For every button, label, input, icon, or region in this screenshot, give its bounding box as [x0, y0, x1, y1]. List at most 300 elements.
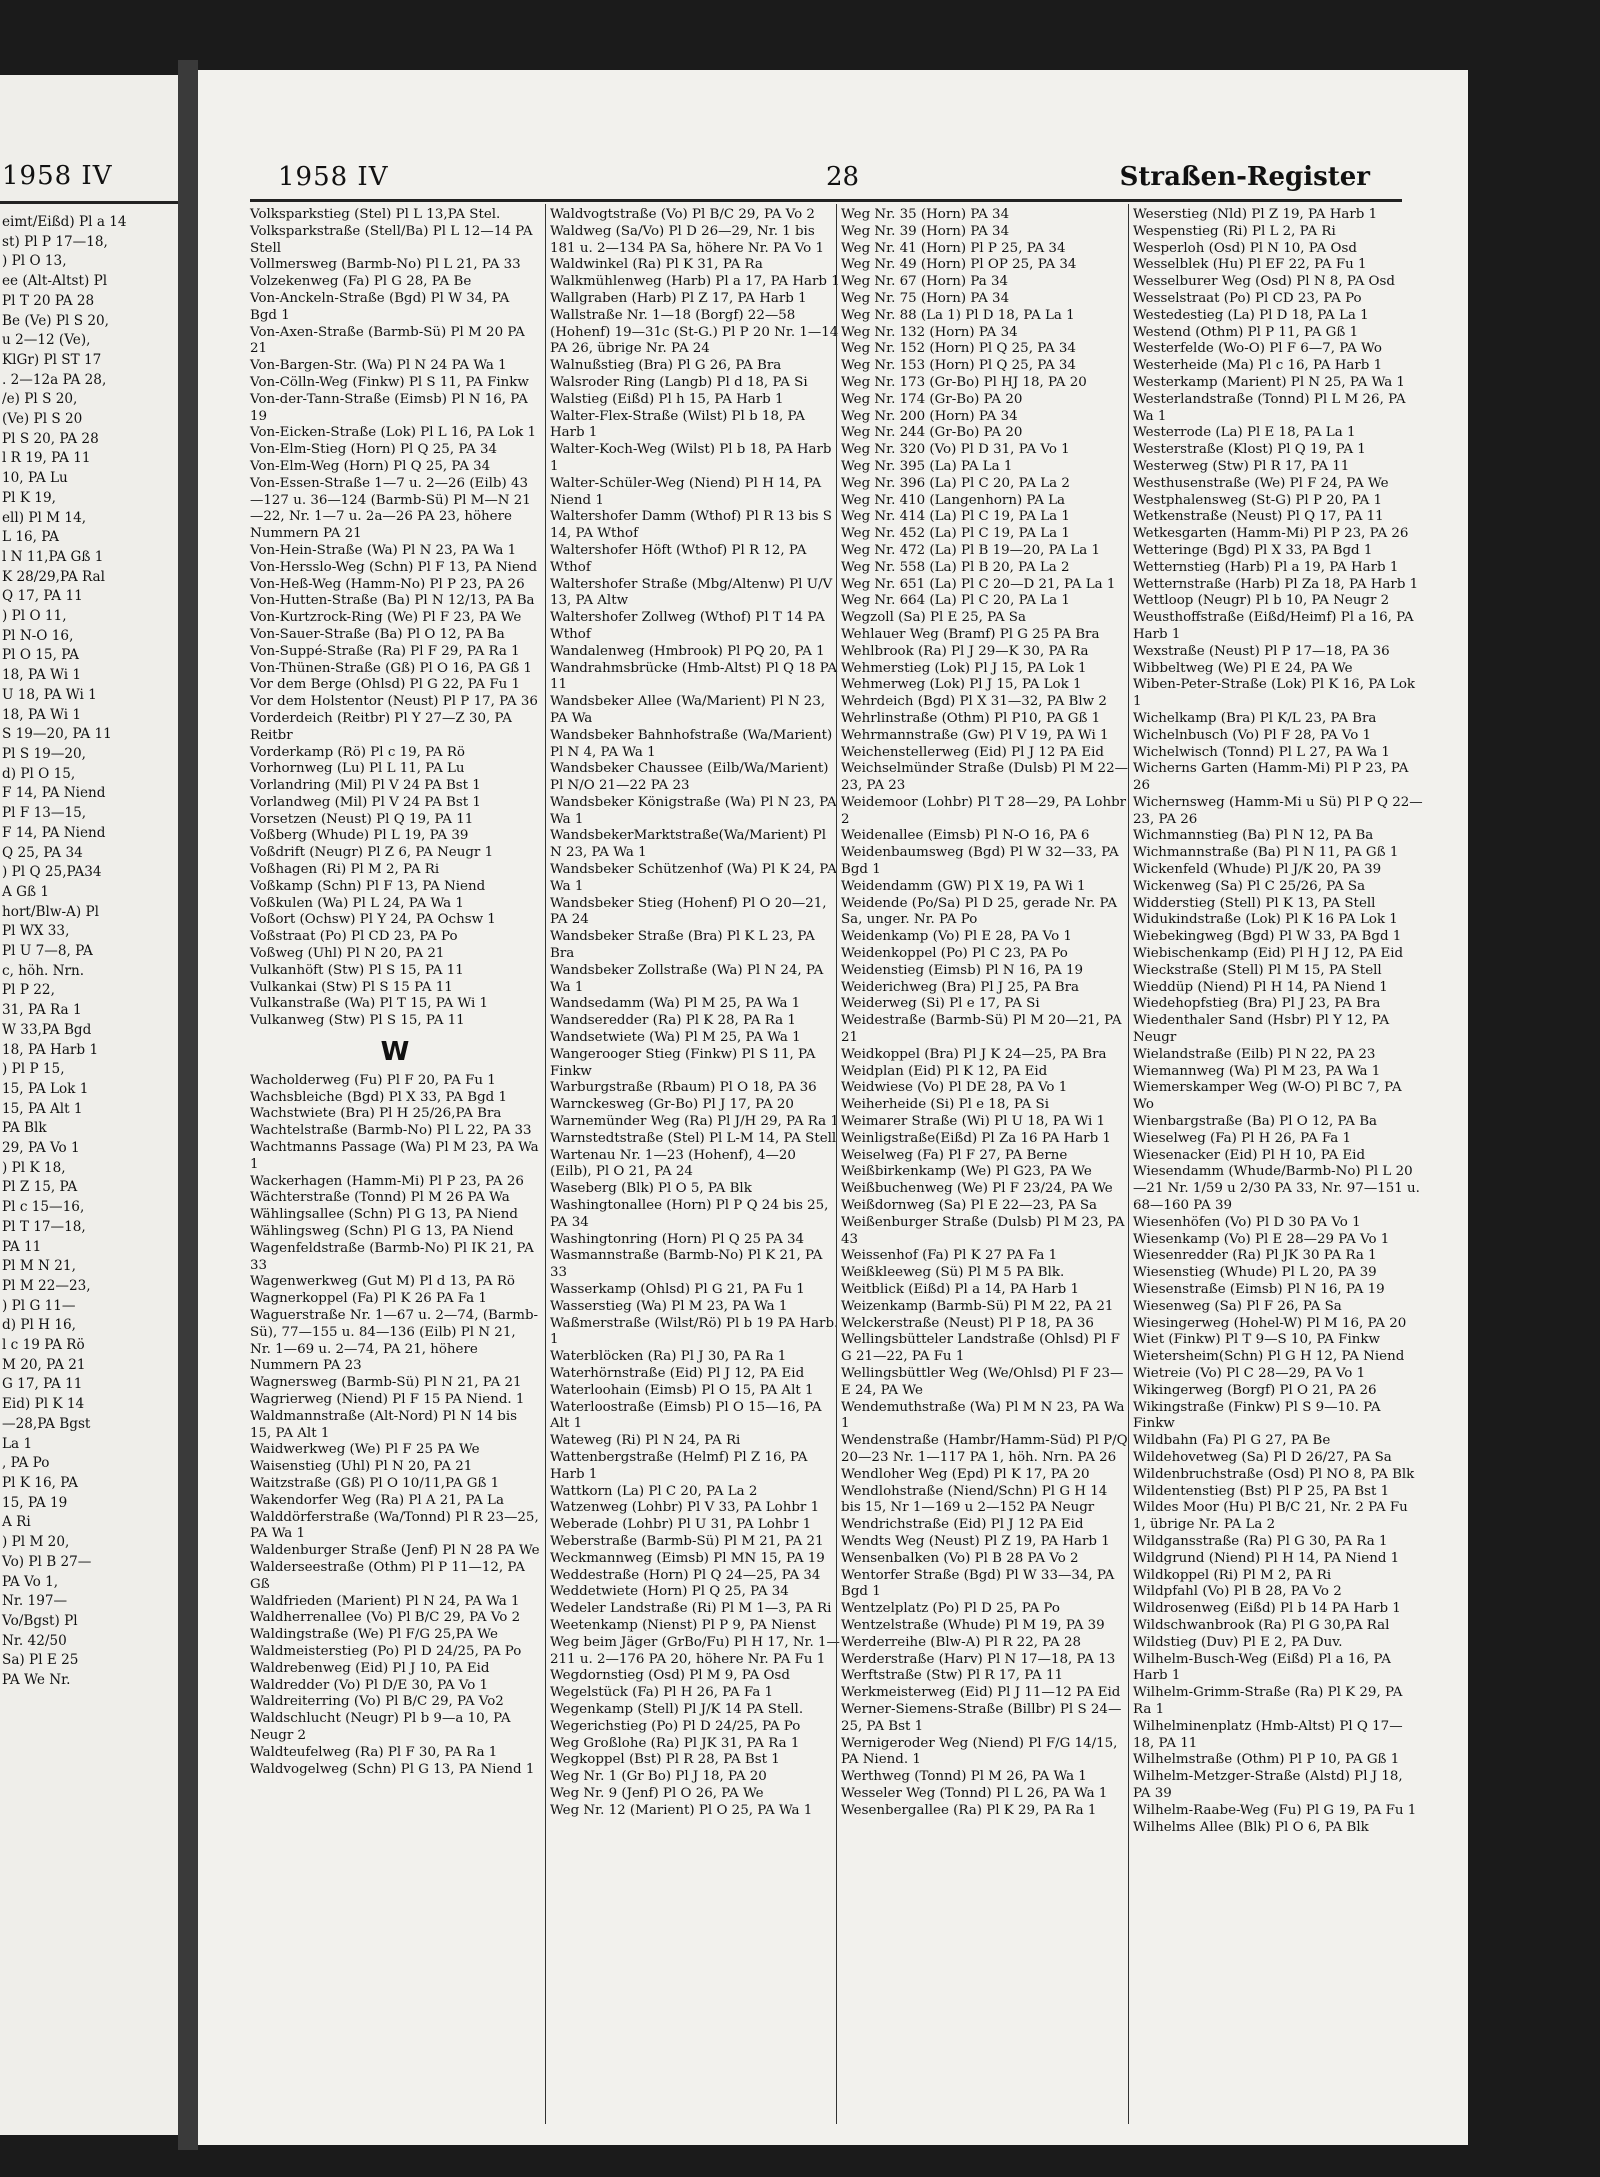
left-page-fragment-line: ) Pl G 11— — [2, 1297, 76, 1314]
left-page-fragment-line: Pl WX 33, — [2, 923, 70, 940]
index-entry: Weg Nr. 452 (La) Pl C 19, PA La 1 — [841, 526, 1070, 542]
index-entry: Weetenkamp (Nienst) Pl P 9, PA Nienst — [550, 1617, 816, 1633]
index-entry: Weg Nr. 152 (Horn) Pl Q 25, PA 34 — [841, 341, 1076, 357]
index-entry: Waltershofer Höft (Wthof) Pl R 12, PA Wthof — [550, 542, 807, 575]
index-entry: Wildschwanbrook (Ra) Pl G 30,PA Ral — [1133, 1617, 1390, 1633]
index-entry: Westhusenstraße (We) Pl F 24, PA We — [1133, 475, 1389, 491]
left-page-fragment-line: KlGr) Pl ST 17 — [2, 351, 102, 368]
left-page-fragment-line: Pl O 15, PA — [2, 647, 79, 664]
index-entry: Wetternstieg (Harb) Pl a 19, PA Harb 1 — [1133, 559, 1399, 575]
index-entry: Wilhelm-Raabe-Weg (Fu) Pl G 19, PA Fu 1 — [1133, 1802, 1417, 1818]
index-entry: Waldmannstraße (Alt-Nord) Pl N 14 bis 15, PA Alt 1 — [250, 1408, 517, 1441]
index-entry: Wendloher Weg (Epd) Pl K 17, PA 20 — [841, 1466, 1090, 1482]
index-entry: Vulkanhöft (Stw) Pl S 15, PA 11 — [250, 962, 464, 978]
left-page-fragment-line: eimt/Eißd) Pl a 14 — [2, 214, 127, 230]
left-page-fragment-line: l R 19, PA 11 — [2, 450, 91, 467]
index-entry: Wesenbergallee (Ra) Pl K 29, PA Ra 1 — [841, 1802, 1097, 1818]
index-entry: Weitblick (Eißd) Pl a 14, PA Harb 1 — [841, 1282, 1080, 1297]
index-entry: Wetkesgarten (Hamm-Mi) Pl P 23, PA 26 — [1133, 526, 1409, 542]
index-entry: Waldschlucht (Neugr) Pl b 9—a 10, PA Neugr 2 — [250, 1711, 511, 1743]
left-page-fragment-line: d) Pl O 15, — [2, 765, 76, 782]
header-rule — [250, 199, 1402, 202]
left-page-fragment-line: PA Blk — [2, 1120, 47, 1137]
index-entry: Wandsbeker Straße (Bra) Pl K L 23, PA Bra — [550, 929, 815, 962]
index-entry: Weg Großlohe (Ra) Pl JK 31, PA Ra 1 — [550, 1735, 800, 1751]
index-entry: Wandsbeker Bahnhofstraße (Wa/Marient) Pl N 4, PA Wa 1 — [550, 727, 833, 760]
left-page-fragment-line: Q 17, PA 11 — [2, 588, 83, 605]
index-entry: Weg Nr. 9 (Jenf) Pl O 26, PA We — [550, 1785, 764, 1801]
column-2 — [550, 207, 840, 1820]
index-entry: Wiesingerweg (Hohel-W) Pl M 16, PA 20 — [1133, 1315, 1407, 1331]
left-page-fragment-line: st) Pl P 17—18, — [2, 233, 108, 250]
index-entry: Weg beim Jäger (GrBo/Fu) Pl H 17, Nr. 1—211 u. 2—176 PA 20, höhere Nr. PA Fu 1 — [550, 1634, 840, 1667]
page-header — [198, 162, 1468, 202]
index-entry: Von-Axen-Straße (Barmb-Sü) Pl M 20 PA 21 — [250, 324, 525, 357]
left-page-fragment-line: Eid) Pl K 14 — [2, 1396, 85, 1413]
left-page-fragment-line: . 2—12a PA 28, — [2, 371, 107, 388]
index-entry: Wichelkamp (Bra) Pl K/L 23, PA Bra — [1133, 710, 1377, 726]
index-entry: Wegenkamp (Stell) Pl J/K 14 PA Stell. — [550, 1701, 804, 1717]
left-page-fragment-line: ) Pl M 20, — [2, 1534, 70, 1551]
column-1 — [250, 207, 540, 1778]
index-entry: Wackerhagen (Hamm-Mi) Pl P 23, PA 26 — [250, 1173, 524, 1189]
index-entry: Wandseredder (Ra) Pl K 28, PA Ra 1 — [550, 1013, 796, 1029]
index-entry: Vulkanstraße (Wa) Pl T 15, PA Wi 1 — [250, 996, 489, 1012]
index-entry: Wachtelstraße (Barmb-No) Pl L 22, PA 33 — [250, 1123, 532, 1139]
index-entry: Waitzstraße (Gß) Pl O 10/11,PA Gß 1 — [250, 1475, 500, 1491]
index-entry: Wetteringe (Bgd) Pl X 33, PA Bgd 1 — [1133, 542, 1373, 558]
index-entry: Wildstieg (Duv) Pl E 2, PA Duv. — [1133, 1634, 1343, 1650]
index-entry: Warburgstraße (Rbaum) Pl O 18, PA 36 — [550, 1080, 817, 1096]
column-divider — [545, 204, 546, 2124]
index-entry: Westerheide (Ma) Pl c 16, PA Harb 1 — [1133, 358, 1383, 374]
column-divider — [836, 204, 837, 2124]
index-entry: Von-Hersslo-Weg (Schn) Pl F 13, PA Niend — [250, 559, 538, 575]
index-entry: Wetternstraße (Harb) Pl Za 18, PA Harb 1 — [1133, 576, 1419, 592]
index-entry: Wegerichstieg (Po) Pl D 24/25, PA Po — [550, 1718, 801, 1734]
index-entry: Waldherrenallee (Vo) Pl B/C 29, PA Vo 2 — [250, 1610, 521, 1626]
index-entry: Waterhörnstraße (Eid) Pl J 12, PA Eid — [550, 1365, 805, 1381]
index-entry: Waterblöcken (Ra) Pl J 30, PA Ra 1 — [550, 1349, 787, 1365]
index-entry: Walddörferstraße (Wa/Tonnd) Pl R 23—25, PA Wa 1 — [250, 1509, 539, 1542]
index-entry: Wicherns Garten (Hamm-Mi) Pl P 23, PA 26 — [1133, 761, 1409, 794]
left-page-fragment-line: A Gß 1 — [2, 883, 50, 900]
index-entry: Weg Nr. 35 (Horn) PA 34 — [841, 207, 1010, 222]
column-3 — [841, 207, 1131, 1820]
index-entry: Wandsbeker Zollstraße (Wa) Pl N 24, PA Wa 1 — [550, 962, 824, 995]
index-entry: Weidendamm (GW) Pl X 19, PA Wi 1 — [841, 878, 1086, 894]
left-page-fragment-line: PA We Nr. — [2, 1672, 71, 1689]
left-page-fragment-line: F 14, PA Niend — [2, 824, 106, 841]
index-entry: Wildentenstieg (Bst) Pl P 25, PA Bst 1 — [1133, 1483, 1390, 1499]
left-page-fragment-line: ) Pl Q 25,PA34 — [2, 864, 102, 881]
index-entry: Wendemuthstraße (Wa) Pl M N 23, PA Wa 1 — [841, 1399, 1125, 1432]
index-entry: Von-Hutten-Straße (Ba) Pl N 12/13, PA Ba — [250, 593, 535, 609]
index-entry: Wandsbeker Schützenhof (Wa) Pl K 24, PA Wa 1 — [550, 862, 837, 894]
left-page-fragment-line: U 18, PA Wi 1 — [2, 686, 97, 703]
left-page-fragment-line: Pl T 17—18, — [2, 1218, 86, 1235]
column-1-entries — [250, 207, 540, 1030]
index-entry: Waldvogtstraße (Vo) Pl B/C 29, PA Vo 2 — [550, 207, 815, 222]
index-entry: Wiesenweg (Sa) Pl F 26, PA Sa — [1133, 1298, 1342, 1314]
index-entry: Werthweg (Tonnd) Pl M 26, PA Wa 1 — [841, 1769, 1087, 1785]
index-entry: Weg Nr. 49 (Horn) Pl OP 25, PA 34 — [841, 257, 1077, 273]
index-entry: Waltershofer Damm (Wthof) Pl R 13 bis S 14, PA Wthof — [550, 509, 832, 542]
left-page-fragment-line: W 33,PA Bgd — [2, 1021, 92, 1038]
index-entry: Weddestraße (Horn) Pl Q 24—25, PA 34 — [550, 1567, 821, 1583]
index-entry: Weddetwiete (Horn) Pl Q 25, PA 34 — [550, 1584, 789, 1600]
left-page-fragment — [0, 75, 178, 2135]
index-entry: Vorderkamp (Rö) Pl c 19, PA Rö — [250, 744, 465, 760]
index-entry: Waisenstieg (Uhl) Pl N 20, PA 21 — [250, 1459, 473, 1475]
index-entry: Wildes Moor (Hu) Pl B/C 21, Nr. 2 PA Fu 1, übrige Nr. PA La 2 — [1133, 1500, 1408, 1533]
left-page-fragment-line: 18, PA Wi 1 — [2, 667, 82, 684]
index-entry: Wesseler Weg (Tonnd) Pl L 26, PA Wa 1 — [841, 1785, 1108, 1801]
index-entry: Wildbahn (Fa) Pl G 27, PA Be — [1133, 1433, 1331, 1449]
index-entry: Walkmühlenweg (Harb) Pl a 17, PA Harb 1 — [550, 274, 840, 290]
left-page-fragment-line: Pl Z 15, PA — [2, 1179, 78, 1196]
index-entry: Weg Nr. 1 (Gr Bo) Pl J 18, PA 20 — [550, 1769, 767, 1785]
index-entry: Waldvogelweg (Schn) Pl G 13, PA Niend 1 — [250, 1761, 535, 1777]
index-entry: Weg Nr. 558 (La) Pl B 20, PA La 2 — [841, 559, 1070, 575]
left-page-fragment-line: 29, PA Vo 1 — [2, 1140, 80, 1157]
index-entry: Weg Nr. 472 (La) Pl B 19—20, PA La 1 — [841, 542, 1100, 558]
left-page-fragment-line: (Ve) Pl S 20 — [2, 411, 83, 428]
index-entry: Weg Nr. 12 (Marient) Pl O 25, PA Wa 1 — [550, 1802, 813, 1818]
left-page-fragment-line: /e) Pl S 20, — [2, 391, 78, 408]
index-entry: Wegzoll (Sa) Pl E 25, PA Sa — [841, 610, 1026, 626]
index-entry: Wesselblek (Hu) Pl EF 22, PA Fu 1 — [1133, 257, 1367, 273]
index-entry: Weißkleeweg (Sü) Pl M 5 PA Blk. — [841, 1265, 1065, 1281]
index-entry: Weinligstraße(Eißd) Pl Za 16 PA Harb 1 — [841, 1130, 1111, 1146]
left-page-fragment-line: Pl N-O 16, — [2, 627, 74, 644]
index-entry: Weißdornweg (Sa) Pl E 22—23, PA Sa — [841, 1198, 1097, 1214]
index-entry: Wickenfeld (Whude) Pl J/K 20, PA 39 — [1133, 862, 1382, 878]
index-entry: Walsroder Ring (Langb) Pl d 18, PA Si — [550, 374, 808, 390]
index-entry: Wendlohstraße (Niend/Schn) Pl G H 14 bis 15, Nr 1—169 u 2—152 PA Neugr — [841, 1483, 1108, 1516]
index-entry: Wandsbeker Stieg (Hohenf) Pl O 20—21, PA 24 — [550, 895, 827, 928]
left-page-fragment-line: , PA Po — [2, 1455, 50, 1472]
index-entry: Wedeler Landstraße (Ri) Pl M 1—3, PA Ri — [550, 1601, 832, 1617]
index-entry: Weg Nr. 88 (La 1) Pl D 18, PA La 1 — [841, 307, 1075, 323]
index-entry: Weg Nr. 244 (Gr-Bo) PA 20 — [841, 425, 1023, 441]
index-entry: Weg Nr. 396 (La) Pl C 20, PA La 2 — [841, 475, 1070, 491]
index-entry: Weg Nr. 200 (Horn) PA 34 — [841, 408, 1018, 424]
book-spine — [178, 60, 198, 2150]
index-entry: Wildkoppel (Ri) Pl M 2, PA Ri — [1133, 1567, 1332, 1583]
left-page-fragment-line: hort/Blw-A) Pl — [2, 903, 99, 920]
index-entry: Wilhelm-Grimm-Straße (Ra) Pl K 29, PA Ra 1 — [1133, 1685, 1403, 1717]
index-entry: Wetkenstraße (Neust) Pl Q 17, PA 11 — [1133, 509, 1384, 525]
index-entry: Wesperloh (Osd) Pl N 10, PA Osd — [1133, 240, 1357, 256]
index-entry: Widukindstraße (Lok) Pl K 16 PA Lok 1 — [1133, 912, 1398, 928]
index-entry: Wiesenacker (Eid) Pl H 10, PA Eid — [1133, 1147, 1366, 1163]
left-page-fragment-line: 15, PA Alt 1 — [2, 1100, 83, 1117]
index-entry: Wiesendamm (Whude/Barmb-No) Pl L 20—21 Nr. 1/59 u 2/30 PA 33, Nr. 97—151 u. 68—160 PA 39 — [1133, 1164, 1420, 1214]
index-entry: Voßberg (Whude) Pl L 19, PA 39 — [250, 828, 469, 844]
index-entry: Wattkorn (La) Pl C 20, PA La 2 — [550, 1483, 758, 1499]
section-letter: W — [380, 1037, 410, 1068]
index-entry: Vorderdeich (Reitbr) Pl Y 27—Z 30, PA Reitbr — [250, 710, 512, 743]
index-entry: Wildehovetweg (Sa) Pl D 26/27, PA Sa — [1133, 1449, 1392, 1465]
column-divider — [1128, 204, 1129, 2124]
index-entry: Wildenbruchstraße (Osd) Pl NO 8, PA Blk — [1133, 1466, 1415, 1482]
index-entry: Wandsbeker Chaussee (Eilb/Wa/Marient) Pl N/O 21—22 PA 23 — [550, 761, 829, 794]
left-page-fragment-line: Pl T 20 PA 28 — [2, 292, 95, 309]
index-entry: Weg Nr. 174 (Gr-Bo) PA 20 — [841, 391, 1023, 407]
index-entry: Wikingstraße (Finkw) Pl S 9—10. PA Finkw — [1133, 1399, 1381, 1432]
index-entry: Wandsetwiete (Wa) Pl M 25, PA Wa 1 — [550, 1030, 801, 1046]
index-entry: Wikingerweg (Borgf) Pl O 21, PA 26 — [1133, 1382, 1377, 1398]
index-entry: Wehlbrook (Ra) Pl J 29—K 30, PA Ra — [841, 643, 1089, 659]
index-entry: Westerrode (La) Pl E 18, PA La 1 — [1133, 425, 1356, 441]
index-entry: Waseberg (Blk) Pl O 5, PA Blk — [550, 1181, 752, 1197]
index-entry: Weiderichweg (Bra) Pl J 25, PA Bra — [841, 979, 1079, 995]
index-entry: Vor dem Holstentor (Neust) Pl P 17, PA 36 — [250, 694, 538, 710]
index-entry: Weg Nr. 320 (Vo) Pl D 31, PA Vo 1 — [841, 442, 1070, 458]
index-entry: Wagnersweg (Barmb-Sü) Pl N 21, PA 21 — [250, 1375, 522, 1391]
index-entry: Weißbirkenkamp (We) Pl G23, PA We — [841, 1164, 1092, 1180]
index-entry: Wakendorfer Weg (Ra) Pl A 21, PA La — [250, 1492, 504, 1508]
left-page-fragment-line: ) Pl O 11, — [2, 608, 67, 625]
index-entry: Waldweg (Sa/Vo) Pl D 26—29, Nr. 1 bis 181 u. 2—134 PA Sa, höhere Nr. PA Vo 1 — [550, 223, 825, 256]
index-entry: Voßkulen (Wa) Pl L 24, PA Wa 1 — [250, 895, 464, 911]
index-entry: Wichelnbusch (Vo) Pl F 28, PA Vo 1 — [1133, 727, 1372, 743]
index-entry: Wentzelstraße (Whude) Pl M 19, PA 39 — [841, 1617, 1105, 1633]
index-entry: Volzekenweg (Fa) Pl G 28, PA Be — [250, 274, 472, 290]
index-entry: Wehmerweg (Lok) Pl J 15, PA Lok 1 — [841, 677, 1082, 693]
left-page-fragment-line: PA Vo 1, — [2, 1573, 59, 1590]
index-entry: Wieckstraße (Stell) Pl M 15, PA Stell — [1133, 962, 1382, 978]
index-entry: Von-Cölln-Weg (Finkw) Pl S 11, PA Finkw — [250, 374, 529, 390]
index-entry: Wehrmannstraße (Gw) Pl V 19, PA Wi 1 — [841, 727, 1109, 743]
index-entry: Westerweg (Stw) Pl R 17, PA 11 — [1133, 458, 1350, 474]
index-entry: Wilhelms Allee (Blk) Pl O 6, PA Blk — [1133, 1819, 1369, 1835]
index-entry: Weg Nr. 651 (La) Pl C 20—D 21, PA La 1 — [841, 576, 1116, 592]
index-entry: Wespenstieg (Ri) Pl L 2, PA Ri — [1133, 223, 1336, 239]
index-entry: Wegkoppel (Bst) Pl R 28, PA Bst 1 — [550, 1752, 780, 1768]
left-page-fragment-line: Pl S 20, PA 28 — [2, 430, 99, 447]
index-entry: Wienbargstraße (Ba) Pl O 12, PA Ba — [1133, 1114, 1378, 1130]
index-entry: Vulkankai (Stw) Pl S 15 PA 11 — [250, 979, 453, 995]
index-entry: Weidestraße (Barmb-Sü) Pl M 20—21, PA 21 — [841, 1013, 1122, 1046]
index-entry: Wietreie (Vo) Pl C 28—29, PA Vo 1 — [1133, 1365, 1366, 1381]
index-entry: Wegdornstieg (Osd) Pl M 9, PA Osd — [550, 1668, 790, 1684]
index-entry: Wildgrund (Niend) Pl H 14, PA Niend 1 — [1133, 1550, 1400, 1566]
left-page-fragment-line: d) Pl H 16, — [2, 1317, 76, 1334]
index-entry: Weizenkamp (Barmb-Sü) Pl M 22, PA 21 — [841, 1298, 1114, 1314]
index-entry: Werner-Siemens-Straße (Billbr) Pl S 24—25, PA Bst 1 — [841, 1701, 1122, 1734]
index-entry: Wandrahmsbrücke (Hmb-Altst) Pl Q 18 PA 11 — [550, 660, 838, 693]
index-entry: Wentzelplatz (Po) Pl D 25, PA Po — [841, 1601, 1060, 1617]
page — [198, 70, 1468, 2145]
index-entry: Watzenweg (Lohbr) Pl V 33, PA Lohbr 1 — [550, 1500, 820, 1516]
left-page-fragment-line: Pl K 19, — [2, 489, 56, 506]
index-entry: Wibbeltweg (We) Pl E 24, PA We — [1133, 660, 1353, 676]
index-entry: Wagenfeldstraße (Barmb-No) Pl IK 21, PA 33 — [250, 1240, 534, 1273]
index-entry: Wildpfahl (Vo) Pl B 28, PA Vo 2 — [1133, 1584, 1342, 1600]
index-entry: Von-Bargen-Str. (Wa) Pl N 24 PA Wa 1 — [250, 358, 507, 374]
index-entry: Weiselweg (Fa) Pl F 27, PA Berne — [841, 1147, 1068, 1163]
left-page-fragment-line: Pl P 22, — [2, 982, 55, 999]
index-entry: Weg Nr. 153 (Horn) Pl Q 25, PA 34 — [841, 358, 1076, 374]
index-entry: Wiesenkamp (Vo) Pl E 28—29 PA Vo 1 — [1133, 1231, 1390, 1247]
index-entry: Voßkamp (Schn) Pl F 13, PA Niend — [250, 878, 486, 894]
index-entry: Westerlandstraße (Tonnd) Pl L M 26, PA Wa 1 — [1133, 391, 1406, 424]
index-entry: Weberade (Lohbr) Pl U 31, PA Lohbr 1 — [550, 1517, 812, 1533]
left-page-fragment-line: Q 25, PA 34 — [2, 844, 83, 861]
left-page-fragment-line: ) Pl K 18, — [2, 1159, 66, 1176]
index-entry: Waldreiterring (Vo) Pl B/C 29, PA Vo2 — [250, 1694, 504, 1710]
index-entry: Wehrlinstraße (Othm) Pl P10, PA Gß 1 — [841, 710, 1101, 726]
left-page-fragment-line: K 28/29,PA Ral — [2, 568, 106, 585]
left-page-fragment-line: G 17, PA 11 — [2, 1376, 83, 1393]
header-year: 1958 IV — [278, 162, 389, 192]
index-entry: Wacholderweg (Fu) Pl F 20, PA Fu 1 — [250, 1072, 496, 1088]
index-entry: Wachsbleiche (Bgd) Pl X 33, PA Bgd 1 — [250, 1089, 507, 1105]
index-entry: Von-Heß-Weg (Hamm-No) Pl P 23, PA 26 — [250, 576, 525, 592]
index-entry: Westerstraße (Klost) Pl Q 19, PA 1 — [1133, 442, 1366, 458]
index-entry: Wandalenweg (Hmbrook) Pl PQ 20, PA 1 — [550, 643, 825, 659]
index-entry: Weiherheide (Si) Pl e 18, PA Si — [841, 1097, 1050, 1113]
left-page-fragment-line: c, höh. Nrn. — [2, 962, 85, 979]
index-entry: Wagrierweg (Niend) Pl F 15 PA Niend. 1 — [250, 1391, 525, 1407]
left-page-header: 1958 IV — [2, 161, 113, 191]
index-entry: Vorlandweg (Mil) Pl V 24 PA Bst 1 — [250, 794, 481, 810]
index-entry: Von-Elm-Stieg (Horn) Pl Q 25, PA 34 — [250, 442, 498, 458]
index-entry: Washingtonring (Horn) Pl Q 25 PA 34 — [550, 1231, 805, 1247]
index-entry: Waldredder (Vo) Pl D/E 30, PA Vo 1 — [250, 1677, 489, 1693]
index-entry: Walderseestraße (Othm) Pl P 11—12, PA Gß — [250, 1559, 525, 1592]
index-entry: Wasserstieg (Wa) Pl M 23, PA Wa 1 — [550, 1298, 788, 1314]
index-entry: Weg Nr. 41 (Horn) Pl P 25, PA 34 — [841, 240, 1066, 256]
index-entry: Wilhelm-Metzger-Straße (Alstd) Pl J 18, PA 39 — [1133, 1769, 1403, 1801]
index-entry: Wandsbeker Allee (Wa/Marient) Pl N 23, PA Wa — [550, 694, 826, 726]
index-entry: Weichenstellerweg (Eid) Pl J 12 PA Eid — [841, 744, 1104, 760]
index-entry: Weidplan (Eid) Pl K 12, PA Eid — [841, 1063, 1048, 1079]
column-4 — [1133, 207, 1423, 1836]
left-page-fragment-line: ) Pl O 13, — [2, 253, 67, 270]
index-entry: Wellingsbüttler Weg (We/Ohlsd) Pl F 23—E 24, PA We — [841, 1365, 1124, 1398]
index-entry: Waguerstraße Nr. 1—67 u. 2—74, (Barmb-Sü), 77—155 u. 84—136 (Eilb) Pl N 21, Nr. 1—69 u. 2—74, PA 21, höhere Nummern PA 23 — [250, 1308, 539, 1374]
index-entry: Wesselstraat (Po) Pl CD 23, PA Po — [1133, 290, 1362, 306]
index-entry: Wietersheim(Schn) Pl G H 12, PA Niend — [1133, 1349, 1405, 1365]
index-entry: Widderstieg (Stell) Pl K 13, PA Stell — [1133, 895, 1376, 911]
index-entry: Wieddüp (Niend) Pl H 14, PA Niend 1 — [1133, 979, 1388, 995]
index-entry: Waßmerstraße (Wilst/Rö) Pl b 19 PA Harb. 1 — [550, 1315, 839, 1348]
index-entry: Wiesenhöfen (Vo) Pl D 30 PA Vo 1 — [1133, 1214, 1361, 1230]
index-entry: Waterloostraße (Eimsb) Pl O 15—16, PA Alt 1 — [550, 1399, 822, 1432]
index-entry: Weg Nr. 395 (La) PA La 1 — [841, 458, 1013, 474]
page-title: Straßen-Register — [1119, 162, 1370, 192]
index-entry: Werkmeisterweg (Eid) Pl J 11—12 PA Eid — [841, 1685, 1121, 1701]
index-entry: Waltershofer Straße (Mbg/Altenw) Pl U/V 13, PA Altw — [550, 576, 833, 609]
index-entry: Walstieg (Eißd) Pl h 15, PA Harb 1 — [550, 391, 784, 407]
index-entry: Waldrebenweg (Eid) Pl J 10, PA Eid — [250, 1660, 490, 1676]
left-page-fragment-line: Pl U 7—8, PA — [2, 943, 93, 960]
index-entry: Von-Suppé-Straße (Ra) Pl F 29, PA Ra 1 — [250, 643, 520, 659]
index-entry: Wiedehopfstieg (Bra) Pl J 23, PA Bra — [1133, 996, 1381, 1012]
index-entry: Wentorfer Straße (Bgd) Pl W 33—34, PA Bgd 1 — [841, 1567, 1115, 1600]
left-page-fragment-line: ) Pl P 15, — [2, 1061, 65, 1078]
index-entry: Wiemannweg (Wa) Pl M 23, PA Wa 1 — [1133, 1063, 1381, 1079]
index-entry: Wichmannstraße (Ba) Pl N 11, PA Gß 1 — [1133, 845, 1399, 861]
index-entry: Wiesenredder (Ra) Pl JK 30 PA Ra 1 — [1133, 1248, 1377, 1264]
column-1-entries-w — [250, 1073, 540, 1778]
index-entry: Voßdrift (Neugr) Pl Z 6, PA Neugr 1 — [250, 845, 494, 861]
index-entry: Wilhelmstraße (Othm) Pl P 10, PA Gß 1 — [1133, 1752, 1400, 1768]
left-page-fragment-line: ee (Alt-Altst) Pl — [2, 273, 108, 290]
index-entry: Von-der-Tann-Straße (Eimsb) Pl N 16, PA 19 — [250, 391, 528, 424]
index-entry: Weusthoffstraße (Eißd/Heimf) Pl a 16, PA Harb 1 — [1133, 610, 1414, 642]
index-entry: Wettloop (Neugr) Pl b 10, PA Neugr 2 — [1133, 593, 1390, 609]
index-entry: Wickenweg (Sa) Pl C 25/26, PA Sa — [1133, 878, 1366, 894]
left-page-fragment-line: Pl c 15—16, — [2, 1199, 85, 1216]
index-entry: Wiben-Peter-Straße (Lok) Pl K 16, PA Lok 1 — [1133, 677, 1415, 710]
index-entry: Wasmannstraße (Barmb-No) Pl K 21, PA 33 — [550, 1248, 823, 1281]
index-entry: Von-Essen-Straße 1—7 u. 2—26 (Eilb) 43—127 u. 36—124 (Barmb-Sü) Pl M—N 21—22, Nr. 1—7 u. 2a—26 PA 23, höhere Nummern PA 21 — [250, 475, 531, 542]
index-entry: Weg Nr. 39 (Horn) PA 34 — [841, 223, 1010, 239]
index-entry: Walter-Koch-Weg (Wilst) Pl b 18, PA Harb 1 — [550, 442, 832, 474]
index-entry: Wexstraße (Neust) Pl P 17—18, PA 36 — [1133, 643, 1390, 659]
left-page-fragment-line: M 20, PA 21 — [2, 1356, 86, 1373]
index-entry: Waldteufelweg (Ra) Pl F 30, PA Ra 1 — [250, 1744, 498, 1760]
index-entry: Wandsedamm (Wa) Pl M 25, PA Wa 1 — [550, 996, 801, 1012]
index-entry: Wattenbergstraße (Helmf) Pl Z 16, PA Harb 1 — [550, 1449, 808, 1482]
index-entry: Wildgansstraße (Ra) Pl G 30, PA Ra 1 — [1133, 1533, 1388, 1549]
index-entry: Westerfelde (Wo-O) Pl F 6—7, PA Wo — [1133, 341, 1382, 357]
index-entry: Wendrichstraße (Eid) Pl J 12 PA Eid — [841, 1517, 1084, 1533]
left-page-fragment-line: A Ri — [2, 1514, 31, 1531]
index-entry: Wichernsweg (Hamm-Mi u Sü) Pl P Q 22—23, PA 26 — [1133, 794, 1423, 827]
index-entry: Weckmannweg (Eimsb) Pl MN 15, PA 19 — [550, 1550, 825, 1566]
index-entry: Wiebekingweg (Bgd) Pl W 33, PA Bgd 1 — [1133, 929, 1402, 945]
index-entry: Weberstraße (Barmb-Sü) Pl M 21, PA 21 — [550, 1533, 824, 1549]
index-entry: Wählingsweg (Schn) Pl G 13, PA Niend — [250, 1224, 514, 1240]
left-page-fragment-line: 15, PA Lok 1 — [2, 1080, 89, 1097]
left-page-fragment-line: ell) Pl M 14, — [2, 509, 87, 526]
index-entry: Wielandstraße (Eilb) Pl N 22, PA 23 — [1133, 1046, 1376, 1062]
index-entry: Weg Nr. 132 (Horn) PA 34 — [841, 324, 1018, 340]
left-page-fragment-line: L 16, PA — [2, 529, 60, 546]
index-entry: Vorlandring (Mil) Pl V 24 PA Bst 1 — [250, 778, 481, 794]
index-entry: Von-Thünen-Straße (Gß) Pl O 16, PA Gß 1 — [250, 660, 532, 676]
index-entry: Vollmersweg (Barmb-No) Pl L 21, PA 33 — [250, 257, 521, 273]
index-entry: Wiesenstieg (Whude) Pl L 20, PA 39 — [1133, 1265, 1377, 1281]
index-entry: Werftstraße (Stw) Pl R 17, PA 11 — [841, 1668, 1064, 1684]
index-entry: Von-Kurtzrock-Ring (We) Pl F 23, PA We — [250, 610, 522, 626]
left-page-fragment-line: F 14, PA Niend — [2, 785, 106, 802]
index-entry: Walter-Flex-Straße (Wilst) Pl b 18, PA Harb 1 — [550, 408, 805, 441]
index-entry: Waldwinkel (Ra) Pl K 31, PA Ra — [550, 257, 763, 273]
left-page-fragment-line: PA 11 — [2, 1238, 42, 1255]
index-entry: Werderstraße (Harv) Pl N 17—18, PA 13 — [841, 1651, 1116, 1667]
index-entry: Waldingstraße (We) Pl F/G 25,PA We — [250, 1627, 498, 1643]
index-entry: Waltershofer Zollweg (Wthof) Pl T 14 PA Wthof — [550, 610, 825, 642]
index-entry: Wallgraben (Harb) Pl Z 17, PA Harb 1 — [550, 290, 807, 306]
index-entry: Warnemünder Weg (Ra) Pl J/H 29, PA Ra 1 — [550, 1114, 839, 1130]
index-entry: Waterloohain (Eimsb) Pl O 15, PA Alt 1 — [550, 1382, 814, 1398]
index-entry: Voßhagen (Ri) Pl M 2, PA Ri — [250, 862, 440, 878]
index-entry: Wählingsallee (Schn) Pl G 13, PA Niend — [250, 1207, 519, 1223]
index-entry: Weg Nr. 173 (Gr-Bo) Pl HJ 18, PA 20 — [841, 374, 1087, 390]
index-entry: Von-Hein-Straße (Wa) Pl N 23, PA Wa 1 — [250, 542, 517, 558]
index-entry: Weg Nr. 410 (Langenhorn) PA La — [841, 492, 1066, 508]
index-entry: Westerkamp (Marient) Pl N 25, PA Wa 1 — [1133, 374, 1405, 390]
index-entry: Weidenallee (Eimsb) Pl N-O 16, PA 6 — [841, 828, 1090, 844]
index-entry: Weißenburger Straße (Dulsb) Pl M 23, PA 43 — [841, 1214, 1125, 1247]
index-entry: Wernigeroder Weg (Niend) Pl F/G 14/15, PA Niend. 1 — [841, 1735, 1118, 1768]
